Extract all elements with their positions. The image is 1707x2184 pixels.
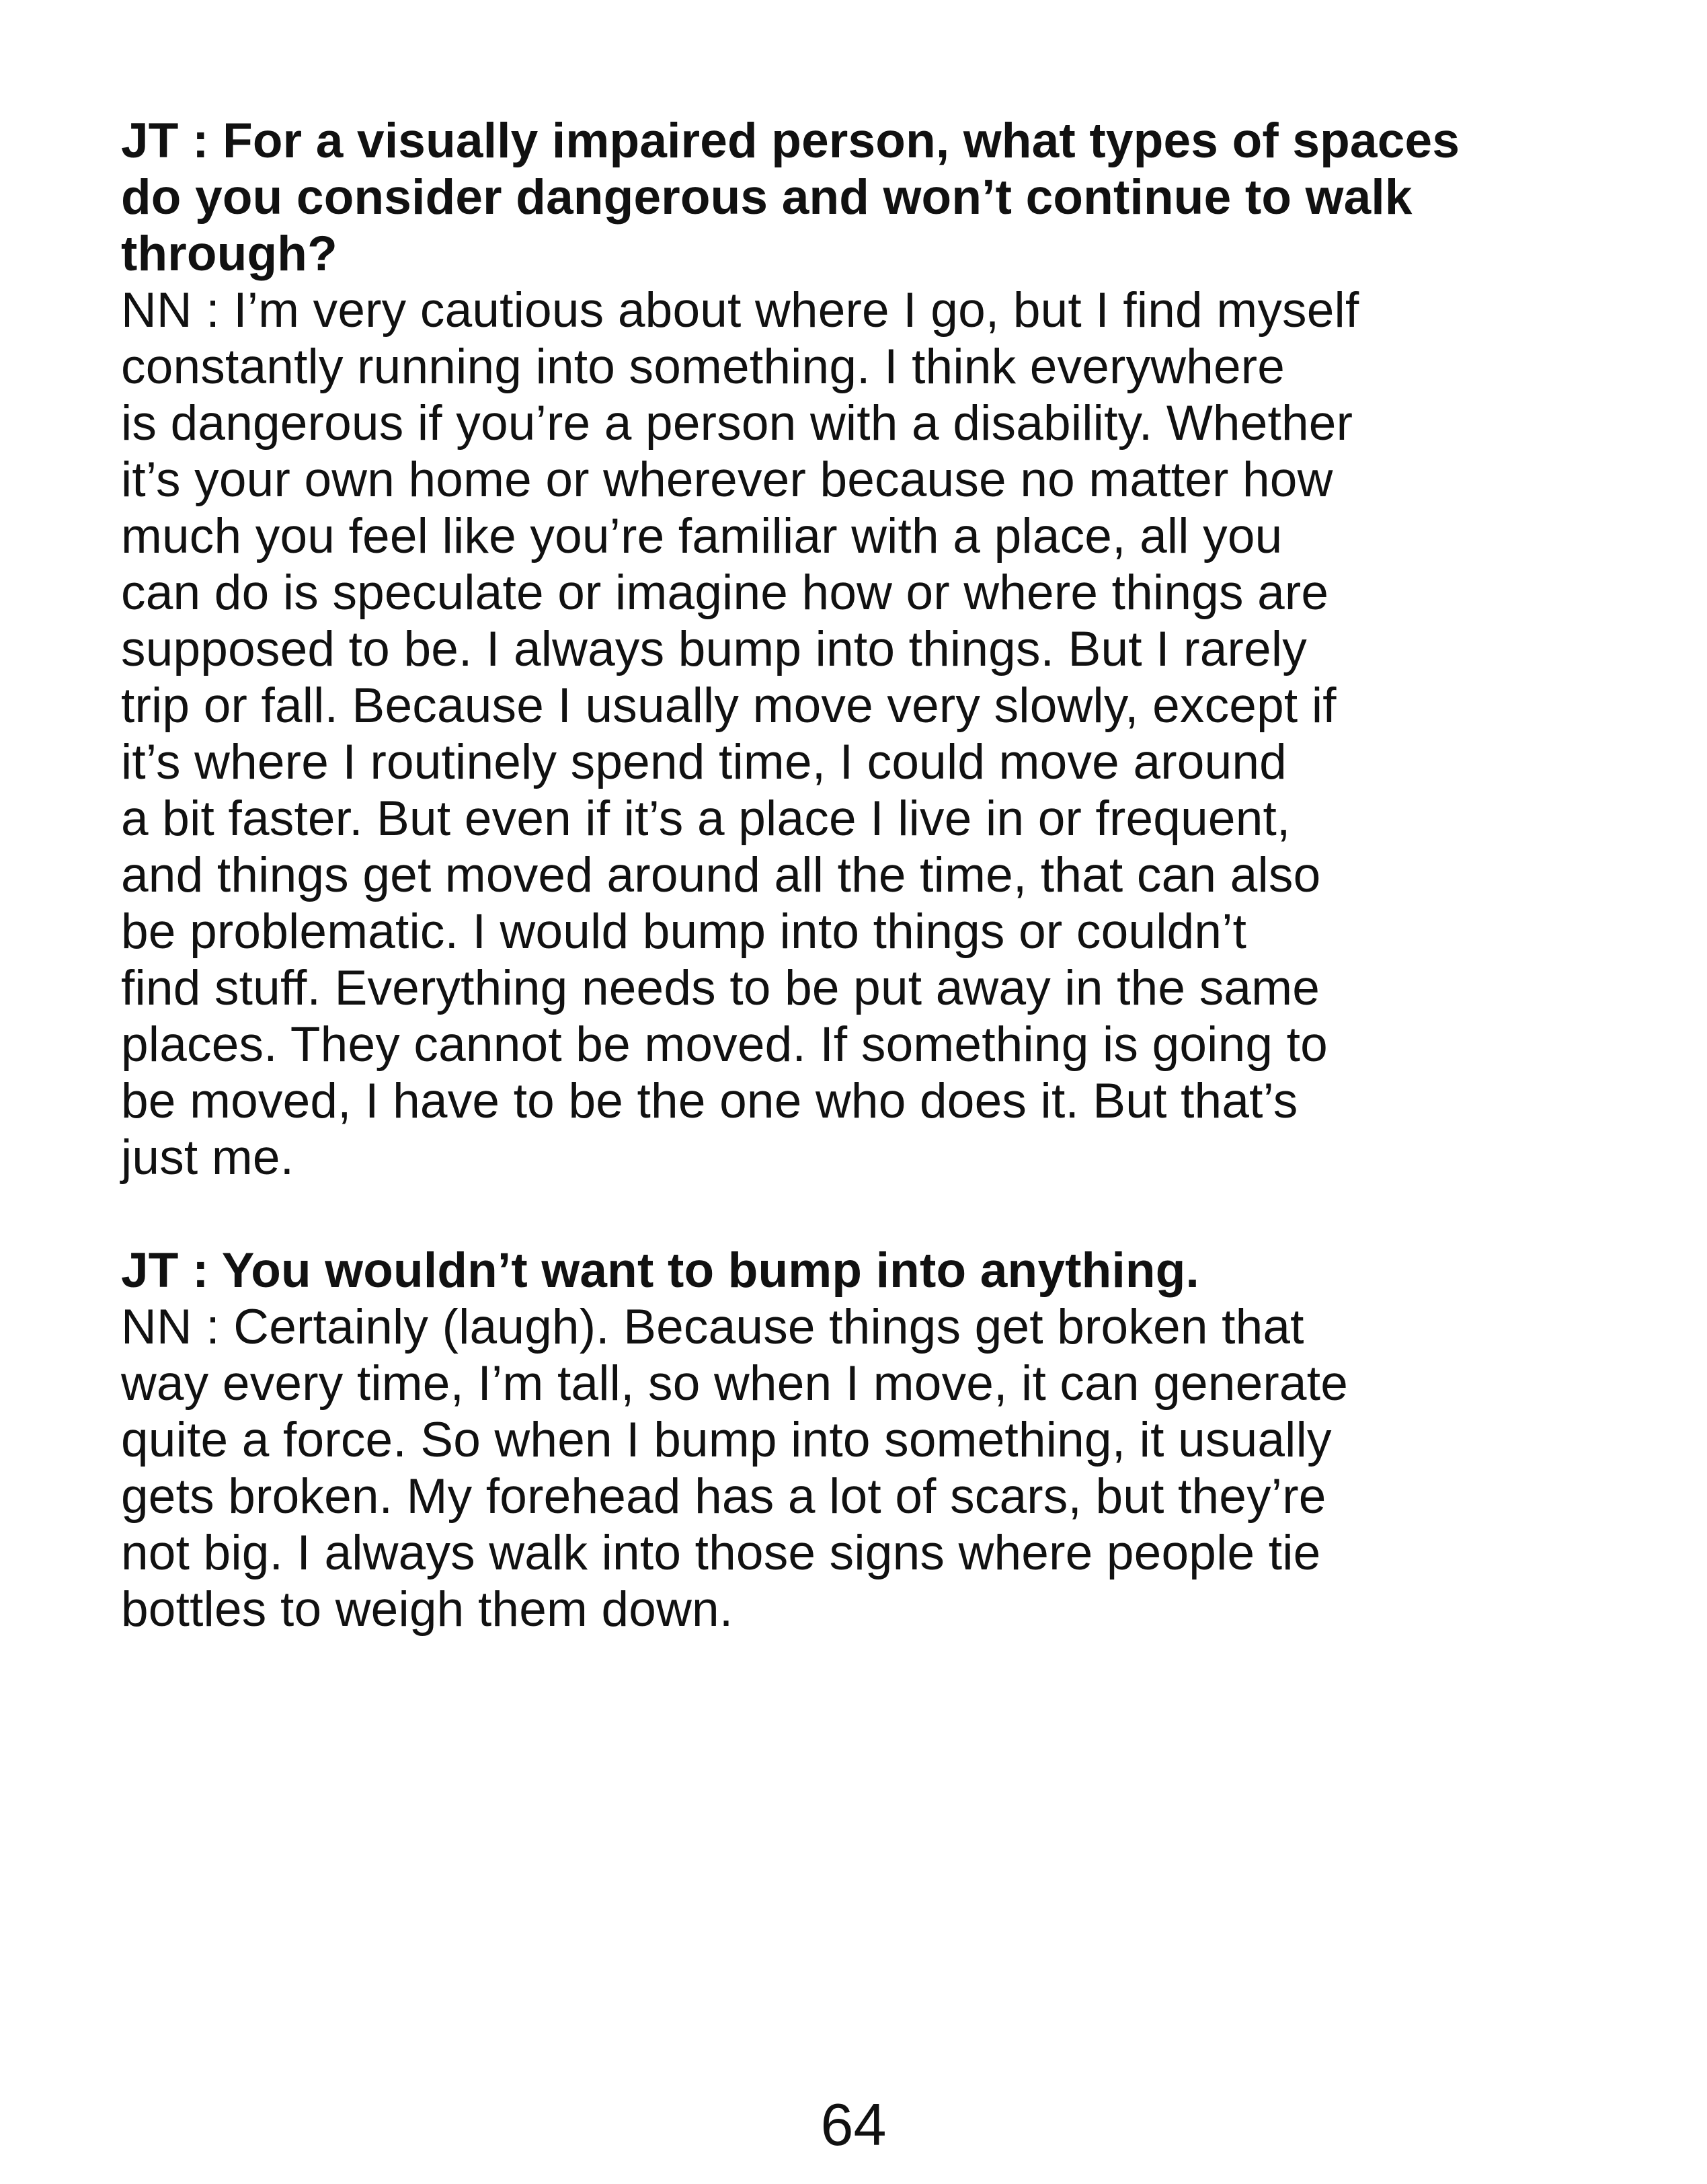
answer-line: it’s where I routinely spend time, I could move around bbox=[121, 735, 1287, 789]
answer-line: NN : Certainly (laugh). Because things get broken that bbox=[121, 1300, 1304, 1354]
page-number: 64 bbox=[820, 2091, 887, 2158]
answer-line: it’s your own home or wherever because no matter how bbox=[121, 453, 1333, 507]
question-line: JT : For a visually impaired person, what types of spaces bbox=[121, 114, 1460, 168]
answer-line: much you feel like you’re familiar with a place, all you bbox=[121, 509, 1283, 563]
answer-line: be moved, I have to be the one who does it. But that’s bbox=[121, 1074, 1298, 1128]
answer-line: a bit faster. But even if it’s a place I live in or frequent, bbox=[121, 791, 1291, 846]
answer-line: quite a force. So when I bump into something, it usually bbox=[121, 1413, 1332, 1467]
question-line: do you consider dangerous and won’t continue to walk bbox=[121, 170, 1413, 225]
answer-line: bottles to weigh them down. bbox=[121, 1582, 733, 1637]
answer-line: is dangerous if you’re a person with a disability. Whether bbox=[121, 396, 1353, 451]
answer-line: find stuff. Everything needs to be put away in the same bbox=[121, 961, 1320, 1015]
answer-1 bbox=[121, 282, 1540, 1186]
answer-line: places. They cannot be moved. If something is going to bbox=[121, 1017, 1328, 1072]
exchange-1 bbox=[121, 113, 1540, 1186]
answer-line: constantly running into something. I think everywhere bbox=[121, 340, 1285, 394]
answer-line: be problematic. I would bump into things or couldn’t bbox=[121, 904, 1247, 959]
question-2 bbox=[121, 1243, 1540, 1299]
question-1 bbox=[121, 113, 1540, 282]
answer-line: just me. bbox=[121, 1130, 294, 1185]
answer-2 bbox=[121, 1299, 1540, 1638]
answer-line: gets broken. My forehead has a lot of scars, but they’re bbox=[121, 1469, 1326, 1524]
answer-line: can do is speculate or imagine how or where things are bbox=[121, 566, 1329, 620]
answer-line: way every time, I’m tall, so when I move, it can generate bbox=[121, 1356, 1348, 1411]
exchange-2 bbox=[121, 1243, 1540, 1638]
answer-line: supposed to be. I always bump into things. But I rarely bbox=[121, 622, 1307, 676]
question-line: JT : You wouldn’t want to bump into anything. bbox=[121, 1243, 1199, 1298]
answer-line: NN : I’m very cautious about where I go, but I find myself bbox=[121, 283, 1359, 338]
paragraph-gap bbox=[121, 1186, 1540, 1243]
answer-line: not big. I always walk into those signs where people tie bbox=[121, 1526, 1321, 1580]
question-line: through? bbox=[121, 227, 338, 281]
answer-line: and things get moved around all the time, that can also bbox=[121, 848, 1321, 902]
page-body bbox=[121, 113, 1540, 1638]
answer-line: trip or fall. Because I usually move very slowly, except if bbox=[121, 678, 1337, 733]
